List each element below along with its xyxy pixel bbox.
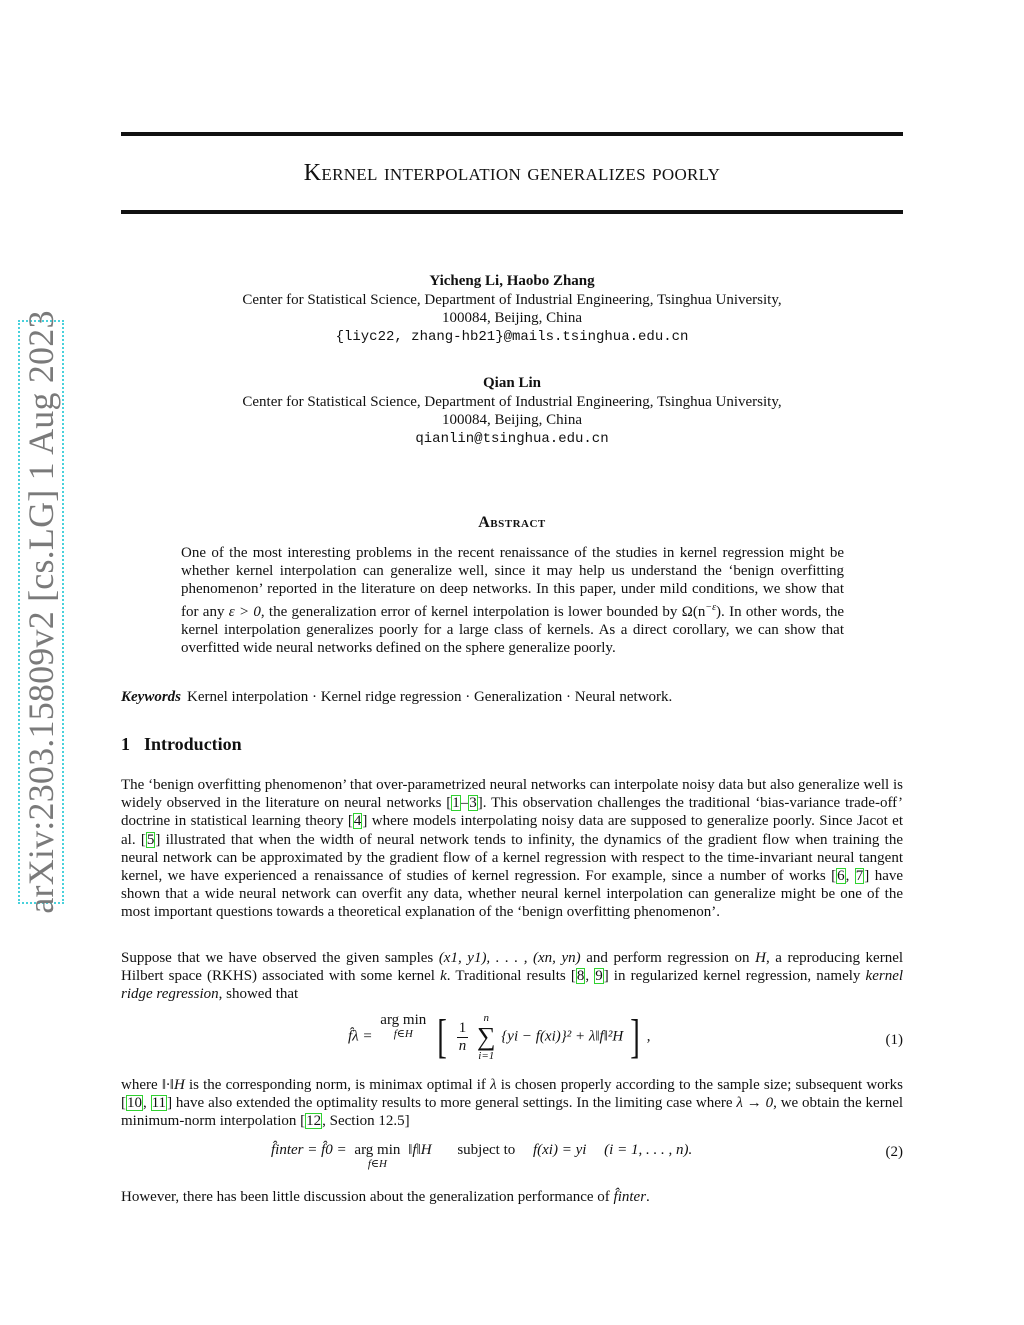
math-inline: λ → 0 [736, 1095, 774, 1112]
equation-number: (2) [885, 1144, 903, 1160]
eq-norm: ‖f‖H [408, 1142, 432, 1158]
abstract-heading: Abstract [478, 514, 546, 531]
eq-summation [477, 1012, 496, 1062]
right-bracket-icon: ] [630, 1010, 640, 1063]
citation-link[interactable]: 1 [452, 795, 460, 812]
sum-upper: n [483, 1012, 490, 1024]
citation-link[interactable]: 5 [146, 831, 155, 848]
keywords [121, 689, 903, 706]
author-block-1 [121, 272, 903, 346]
text: and perform regression on [586, 950, 750, 966]
abstract-body [181, 544, 844, 657]
math-inline: k [440, 968, 447, 985]
argmin-text: arg min [354, 1142, 401, 1158]
text: , a reproducing kernel Hilbert space (RKHS) associated with some kernel [121, 950, 904, 985]
text: ] in regularized kernel regression, namely [603, 968, 861, 985]
paper-title: Kernel interpolation generalizes poorly [303, 160, 721, 186]
math-inline: H [755, 950, 766, 966]
text: , [143, 1095, 151, 1112]
eq-argmin [354, 1142, 400, 1170]
paragraph [121, 1188, 903, 1206]
text: ] have also extended the optimality results to more general settings. In the limiting case where [167, 1095, 733, 1112]
author-affiliation: Center for Statistical Science, Department of Industrial Engineering, Tsinghua University, [242, 291, 782, 308]
eq-argmin [380, 1012, 426, 1040]
text: is the corresponding norm, is minimax optimal if [188, 1077, 486, 1093]
sum-lower: i=1 [478, 1050, 495, 1062]
eq-constraint: f(xi) = yi [532, 1142, 587, 1158]
citation-link[interactable]: 12 [306, 1113, 322, 1130]
citation-link[interactable]: 6 [837, 868, 845, 885]
math-inline: ) [716, 603, 722, 620]
sum-icon: ∑ [477, 1022, 496, 1051]
eq-fraction [457, 1020, 469, 1055]
text: . Traditional results [ [446, 968, 576, 985]
citation-link[interactable]: 11 [151, 1095, 167, 1112]
emphasis: kernel ridge regression [121, 968, 904, 1003]
argmin-subscript: f∈H [393, 1028, 413, 1040]
text: , [585, 968, 595, 985]
author-block-2 [121, 374, 903, 448]
title-rule-bottom [121, 210, 903, 214]
abstract-text: . In other words, the kernel interpolation generalizes poorly for a large class of kernels. As a direct corollary, we can show that overfitted wide neural networks defined on the sphere generalize poorly. [181, 603, 845, 657]
text: . [646, 1189, 650, 1205]
paragraph [121, 776, 903, 922]
text: , [845, 868, 855, 885]
text: is chosen properly according to the sample size; subsequent works [ [121, 1077, 903, 1112]
author-names: Yicheng Li, Haobo Zhang [429, 273, 595, 289]
arxiv-id[interactable]: arXiv:2303.15809v2 [cs.LG] 1 Aug 2023 [21, 310, 61, 914]
eq-range: (i = 1, . . . , n). [604, 1142, 693, 1158]
math-superscript: −ε [705, 601, 717, 613]
author-names: Qian Lin [483, 375, 541, 391]
author-email[interactable]: {liyc22, zhang-hb21}@mails.tsinghua.edu.cn [335, 328, 689, 345]
text: – [460, 795, 469, 812]
text: The ‘benign overfitting phenomenon’ that over-parametrized neural networks can interpolate noisy data but also generalize well is widely observed in the literature on neural networks [ [121, 777, 903, 812]
equation-1 [121, 1012, 903, 1072]
text: , Section 12.5] [322, 1113, 410, 1130]
math-inline: Ω(n [681, 603, 706, 620]
title-rule-top [121, 132, 903, 136]
text: However, there has been little discussion about the generalization performance of [121, 1189, 610, 1205]
author-affiliation: Center for Statistical Science, Department of Industrial Engineering, Tsinghua University, [242, 393, 782, 410]
citation-link[interactable]: 4 [353, 813, 362, 830]
math-inline: f̂inter [613, 1189, 647, 1205]
citation-link[interactable]: 10 [127, 1095, 142, 1112]
arxiv-stamp[interactable] [18, 310, 64, 914]
paragraph [121, 1076, 903, 1131]
keywords-text: Kernel interpolation · Kernel ridge regression · Generalization · Neural network. [187, 689, 673, 705]
equation-number: (1) [885, 1032, 903, 1048]
section-heading [121, 734, 242, 755]
text: , we obtain the kernel minimum-norm interpolation [ [121, 1095, 904, 1130]
paragraph [121, 949, 903, 1004]
math-inline: ‖·‖H [161, 1077, 185, 1093]
citation-link[interactable]: 9 [595, 968, 603, 985]
citation-link[interactable]: 3 [469, 795, 477, 812]
math-inline: ε > 0 [228, 603, 261, 620]
left-bracket-icon: [ [437, 1010, 447, 1063]
text: ] illustrated that when the width of neural network tends to infinity, the dynamics of the gradient flow when training the neural network can be approximated by the gradient flow of a kernel regression with respect to the time-invariant neural tangent kernel, we have experienced a renaissance of studies of kernel regression. For example, since a number of works [ [121, 831, 903, 885]
text: where [121, 1077, 158, 1093]
author-affiliation-city: 100084, Beijing, China [442, 310, 582, 326]
abstract-text: One of the most interesting problems in the recent renaissance of the studies in kernel regression might be whether kernel interpolation can generalize well, since it may help us understand the ‘benign overfitting phenomenon’ reported in the literature on deep networks. In this paper, under mild conditions, we show that for any [181, 545, 844, 620]
math-inline: (x1, y1), . . . , (xn, yn) [438, 950, 581, 966]
text: Suppose that we have observed the given samples [121, 950, 434, 966]
section-number: 1 [121, 734, 130, 754]
eq-tail: , [646, 1028, 651, 1045]
eq-subject-to: subject to [457, 1142, 516, 1158]
author-email[interactable]: qianlin@tsinghua.edu.cn [415, 430, 609, 447]
argmin-subscript: f∈H [367, 1158, 387, 1170]
keywords-label: Keywords [121, 689, 181, 705]
eq-lhs: f̂λ = [348, 1028, 373, 1045]
argmin-text: arg min [380, 1012, 427, 1028]
text: ] have shown that a wide neural network can overfit any data, whether neural kernel interpolation can generalize might be one of the most important questions towards a theoretical explanation of the ‘benign overfitting phenomenon’. [121, 868, 904, 921]
text: ] where models interpolating noisy data are supposed to generalize poorly. Since Jacot et al. [ [121, 813, 903, 848]
abstract-text: , the generalization error of kernel interpolation is lower bounded by [260, 603, 678, 620]
eq-body: {yi − f(xi)}² + λ‖f‖²H [501, 1028, 624, 1045]
author-affiliation-city: 100084, Beijing, China [442, 412, 582, 428]
frac-numerator: 1 [458, 1019, 467, 1036]
math-inline: λ [490, 1077, 497, 1093]
citation-link[interactable]: 7 [855, 868, 864, 885]
frac-denominator: n [458, 1037, 467, 1054]
section-title: Introduction [144, 734, 242, 754]
eq-lhs: f̂inter = f̂0 = [271, 1142, 347, 1158]
equation-2 [121, 1142, 903, 1182]
citation-link[interactable]: 8 [576, 968, 585, 985]
text: ]. This observation challenges the traditional ‘bias-variance trade-off’ doctrine in statistical learning theory [ [121, 795, 903, 830]
text: , showed that [218, 986, 299, 1003]
